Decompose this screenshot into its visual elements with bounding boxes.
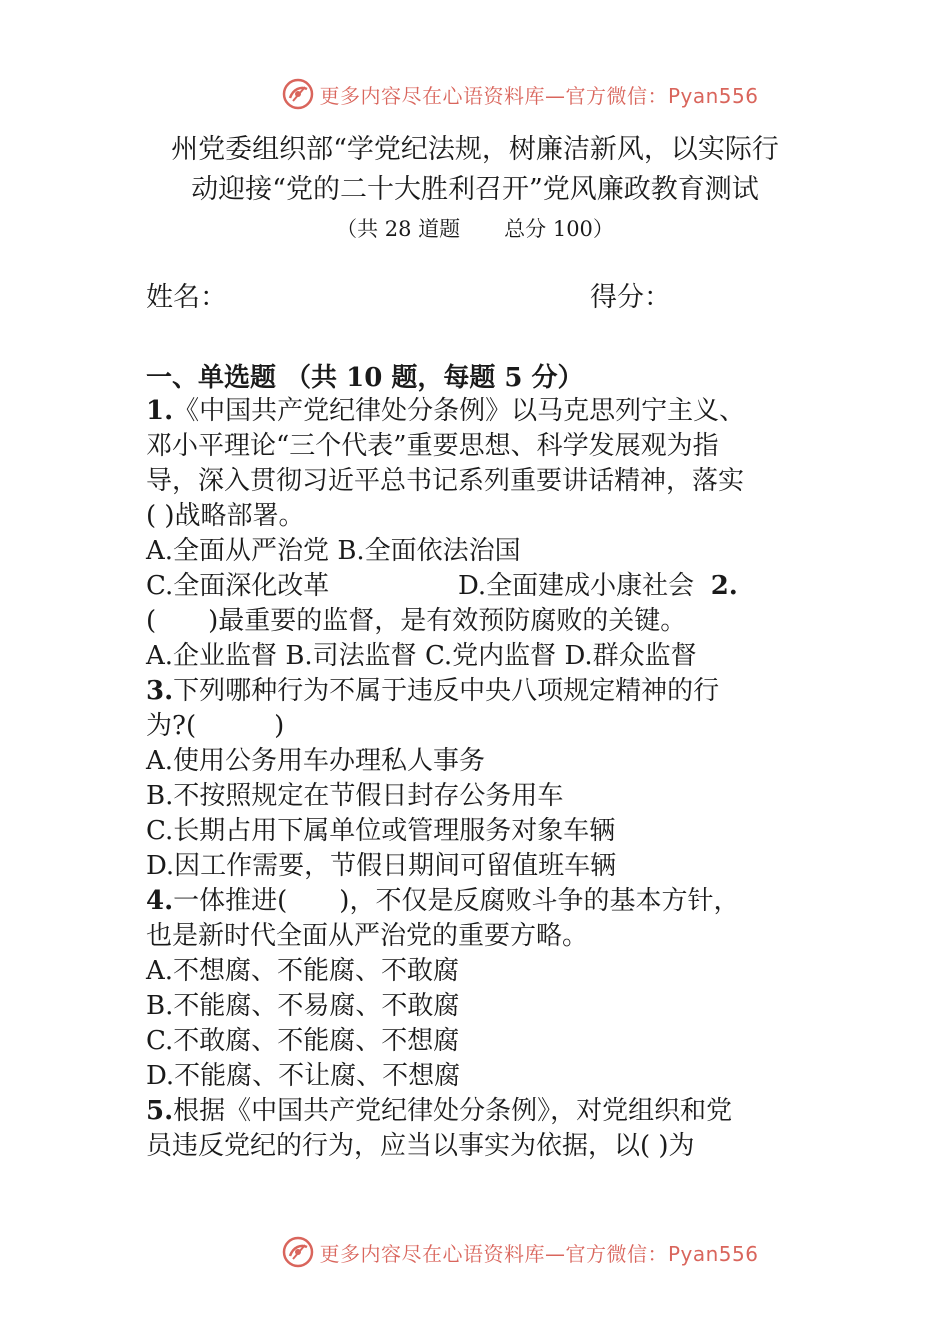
q1-number: 1. [146, 396, 174, 426]
q1-line-3: 导，深入贯彻习近平总书记系列重要讲话精神，落实 [146, 466, 745, 496]
q1-option-a: A.全面从严治党 [146, 536, 330, 566]
watermark-text: 更多内容尽在心语资料库—官方微信：Pyan556 [319, 83, 759, 108]
q1-options-ab [146, 534, 811, 569]
q5-line-1: 5.根据《中国共产党纪律处分条例》，对党组织和党 [146, 1096, 733, 1126]
q2-line-1: ( )最重要的监督，是有效预防腐败的关键。 [146, 606, 687, 636]
q3-number: 3. [146, 676, 174, 706]
q3-option-b: B.不按照规定在节假日封存公务用车 [146, 781, 564, 811]
q2-option-c: C.党内监督 [424, 641, 557, 671]
document-subtitle [0, 214, 950, 244]
q3-line-1: 3.下列哪种行为不属于违反中央八项规定精神的行 [146, 676, 720, 706]
q4-number: 4. [146, 886, 174, 916]
seal-logo-icon [281, 1235, 315, 1269]
title-line-2: 动迎接“党的二十大胜利召开”党风廉政教育测试 [191, 174, 759, 205]
watermark-banner-top [0, 74, 950, 114]
q1-line-4: ( )战略部署。 [146, 501, 305, 531]
q4-line-1: 4.一体推进( )，不仅是反腐败斗争的基本方针， [146, 886, 740, 916]
score-field-label: 得分： [590, 282, 671, 313]
q3-option-d: D.因工作需要，节假日期间可留值班车辆 [146, 851, 617, 881]
q4-option-d: D.不能腐、不让腐、不想腐 [146, 1061, 461, 1091]
q1-option-d: D.全面建成小康社会 [458, 571, 695, 601]
question-count: （共 28 道题 [336, 217, 461, 241]
q5-line-2: 员违反党纪的行为，应当以事实为依据，以( )为 [146, 1131, 695, 1161]
q1-line-1: 1.《中国共产党纪律处分条例》以马克思列宁主义、 [146, 396, 746, 426]
q3-line-2: 为?( ) [146, 711, 285, 741]
question-list [146, 394, 811, 1164]
seal-logo-icon [281, 77, 315, 111]
q4-option-b: B.不能腐、不易腐、不敢腐 [146, 991, 460, 1021]
q4-line-2: 也是新时代全面从严治党的重要方略。 [146, 921, 589, 951]
q1-option-c: C.全面深化改革 [146, 571, 330, 601]
name-field-label: 姓名： [146, 282, 227, 313]
total-score: 总分 100） [504, 217, 614, 241]
q2-number: 2. [710, 571, 738, 601]
q2-option-d: D.群众监督 [564, 641, 697, 671]
q1-options-cd [146, 569, 811, 604]
title-line-1: 州党委组织部“学党纪法规，树廉洁新风，以实际行 [171, 134, 779, 165]
watermark-banner-inner [281, 77, 758, 111]
watermark-banner-inner [281, 1235, 758, 1269]
section-heading: 一、单选题 （共 10 题，每题 5 分） [146, 363, 584, 393]
document-title [0, 130, 950, 210]
q2-option-a: A.企业监督 [146, 641, 278, 671]
q3-option-c: C.长期占用下属单位或管理服务对象车辆 [146, 816, 616, 846]
q1-line-2: 邓小平理论“三个代表”重要思想、科学发展观为指 [146, 431, 719, 461]
q4-option-c: C.不敢腐、不能腐、不想腐 [146, 1026, 460, 1056]
q4-option-a: A.不想腐、不能腐、不敢腐 [146, 956, 460, 986]
q3-option-a: A.使用公务用车办理私人事务 [146, 746, 486, 776]
q5-number: 5. [146, 1096, 174, 1126]
watermark-banner-bottom [0, 1232, 950, 1272]
q1-option-b: B.全面依法治国 [337, 536, 521, 566]
q2-option-b: B.司法监督 [285, 641, 417, 671]
watermark-text: 更多内容尽在心语资料库—官方微信：Pyan556 [319, 1241, 759, 1266]
q2-options [146, 639, 811, 674]
